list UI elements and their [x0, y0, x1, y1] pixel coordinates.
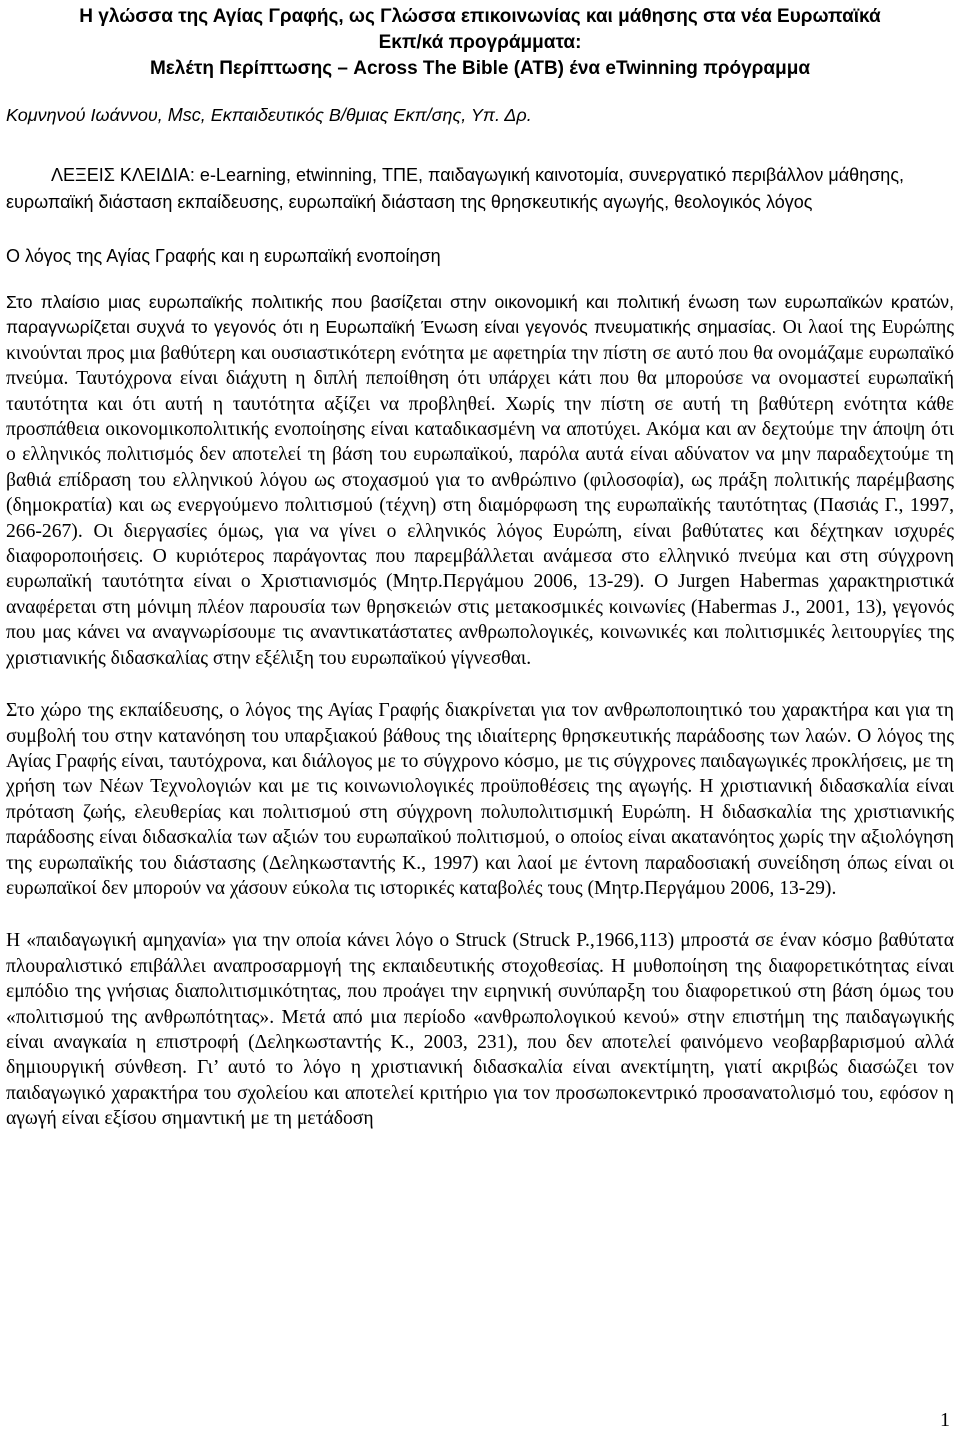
title-line-3: Μελέτη Περίπτωσης – Across The Bible (ATB) ένα eTwinning πρόγραμμα [149, 58, 811, 79]
body-paragraph-2: Στο χώρο της εκπαίδευσης, ο λόγος της Αγίας Γραφής διακρίνεται για τον ανθρωποποιητικό του χαρακτήρα και για τη συμβολή του στην κατανόηση του υπαρξιακού βάθους της ιδιαίτερης θρησκευτικής παράδοσης των λαών. Ο λόγος της Αγίας Γραφής είναι, ταυτόχρονα, και διάλογος με το σύγχρονο κόσμο, με τις σύγχρονες παιδαγωγικές προκλήσεις, με τη χρήση των Νέων Τεχνολογιών και με τις κοινωνιολογικές προϋποθέσεις της αγωγής. Η χριστιανική διδασκαλία είναι πρόταση ζωής, ελευθερίας και πολιτισμού στη σύγχρονη πολυπολιτισμική Ευρώπη. Η διδασκαλία της χριστιανικής παράδοσης είναι διδασκαλία των αξιών του ευρωπαϊκού πολιτισμού, ο οποίος είναι ακατανόητος χωρίς την αξιολόγηση της ευρωπαϊκής του διάστασης (Δεληκωσταντής Κ., 1997) και λαοί με έντονη παραδοσιακή συνείδηση όπως είναι οι ευρωπαϊκοί δεν μπορούν να χάσουν εύκολα τις ιστορικές καταβολές τους (Μητρ.Περγάμου 2006, 13-29). [6, 700, 954, 899]
page-number: 1 [940, 1409, 950, 1431]
paragraph-1-body: Οι λαοί της Ευρώπης κινούνται προς μια βαθύτερη και ουσιαστικότερη ενότητα με αφετηρία την πίστη σε αυτό που θα ονομάζαμε ευρωπαϊκό πνεύμα. Ταυτόχρονα είναι διάχυτη η διπλή πεποίθηση ότι υπάρχει κάτι που θα μπορούσε να ονομαστεί ευρωπαϊκή ταυτότητα και ότι αυτή η ταυτότητα αξίζει να προβληθεί. Χωρίς την πίστη σε αυτή τη βαθύτερη ενότητα κάθε προσπάθεια οικονομικοπολιτικής ενοποίησης είναι καταδικασμένη να αποτύχει. Ακόμα και αν δεχτούμε την άποψη ότι ο ελληνικός πολιτισμός δεν αποτελεί τη βάση του ευρωπαϊκού, παρόλα αυτά είναι αδύνατον να μην παραδεχτούμε τη βαθιά επίδραση του ελληνικού λόγου ως στοχασμού για το ανθρώπινο (φιλοσοφία), ως πράξη πολιτικής παρέμβασης (δημοκρατία) και ως ενεργούμενο πολιτισμού (τέχνη) στη διαμόρφωση της ευρωπαϊκής ταυτότητας (Πασιάς Γ., 1997, 266-267). Οι διεργασίες όμως, για να γίνει ο ελληνικός λόγος Ευρώπη, είναι βαθύτατες και δέχτηκαν ισχυρές διαφοροποιήσεις. Ο κυριότερος παράγοντας που παρεμβάλλεται ανάμεσα στο ελληνικό πνεύμα και στη σύγχρονη ευρωπαϊκή ταυτότητα είναι ο Χριστιανισμός (Μητρ.Περγάμου 2006, 13-29). Ο Jurgen Habermas χαρακτηριστικά αναφέρεται στη μόνιμη πλέον παρουσία των θρησκειών στις μετακοσμικές κοινωνίες (Habermas J., 2001, 13), γεγονός που μας κάνει να αναγνωρίσουμε τις αναντικατάστατες ανθρωπολογικές, κοινωνικές και πολιτισμικές λειτουργίες της χριστιανικής διδασκαλίας στην εξέλιξη του ευρωπαϊκού γίγνεσθαι. [6, 317, 954, 669]
body-paragraph-1 [6, 290, 954, 671]
title-line-1: Η γλώσσα της Αγίας Γραφής, ως Γλώσσα επικοινωνίας και μάθησης στα νέα Ευρωπαϊκά [79, 6, 881, 27]
document-title [6, 4, 954, 82]
body-paragraph-3: Η «παιδαγωγική αμηχανία» για την οποία κάνει λόγο ο Struck (Struck P.,1966,113) μπροστά σε έναν κόσμο βαθύτατα πλουραλιστικό επιβάλλει αναπροσαρμογή της εκπαιδευτικής στοχοθεσίας. Η μυθοποίηση της διαφορετικότητας είναι εμπόδιο της γνήσιας διαπολιτισμικότητας, που προάγει την ειρηνική συνύπαρξη του διαφορετικού στη βάση όμως του «πολιτισμού της ανθρωπότητας». Μετά από μια περίοδο «ανθρωπολογικού κενού» στην επιστήμη της παιδαγωγικής είναι αναγκαία η επιστροφή (Δεληκωσταντής Κ., 2003, 231), που δεν αποτελεί φαινόμενο νεοβαρβαρισμού αλλά δημιουργική σύνθεση. Γι’ αυτό το λόγο η χριστιανική διδασκαλία είναι ανεκτίμητη, γιατί ακριβώς διασώζει τον παιδαγωγικό χαρακτήρα του σχολείου και αποτελεί κριτήριο για τον προσωποκεντρικό προσανατολισμό του, εφόσον η αγωγή είναι εξίσου σημαντική με τη μετάδοση [6, 930, 954, 1130]
title-line-2: Εκπ/κά προγράμματα: [378, 32, 582, 53]
section-heading: Ο λόγος της Αγίας Γραφής και η ευρωπαϊκή ενοποίηση [6, 246, 441, 266]
paragraph-1-opening: Στο πλαίσιο μιας ευρωπαϊκής πολιτικής που βασίζεται στην οικονομική και πολιτική ένωση των ευρωπαϊκών κρατών, παραγνωρίζεται συχνά το γεγονός ότι η Ευρωπαϊκή Ένωση είναι γεγονός πνευματικής σημασίας. [6, 292, 954, 338]
author-line: Κομνηνού Ιωάννου, Msc, Εκπαιδευτικός Β/θμιας Εκπ/σης, Υπ. Δρ. [6, 105, 532, 125]
keywords-paragraph: ΛΕΞΕΙΣ ΚΛΕΙΔΙΑ: e-Learning, etwinning, ΤΠΕ, παιδαγωγική καινοτομία, συνεργατικό περιβάλλον μάθησης, ευρωπαϊκή διάσταση εκπαίδευσης, ευρωπαϊκή διάσταση της θρησκευτικής αγωγής, θεολογικός λόγος [6, 165, 904, 212]
